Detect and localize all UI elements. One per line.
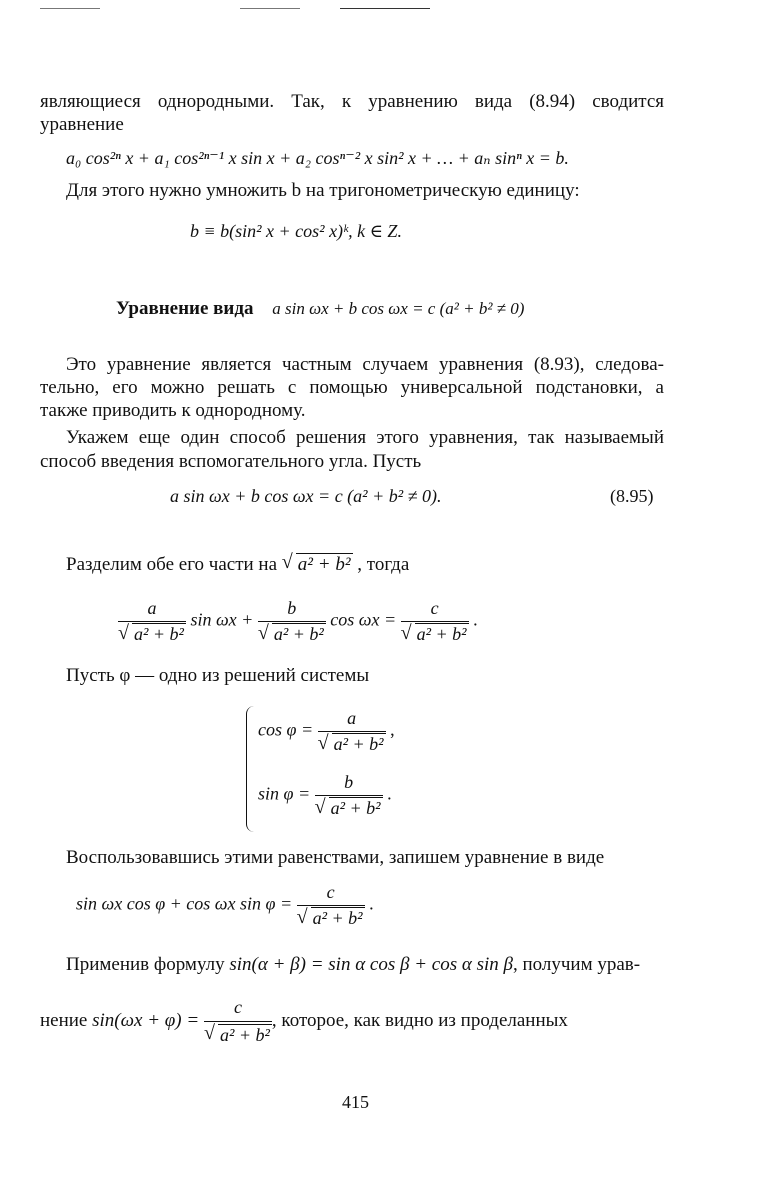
scan-artifact-line — [340, 8, 430, 9]
text-line: Укажем еще один способ решения этого уравнения, так называемый — [66, 427, 664, 448]
text-line: , тогда — [357, 554, 410, 575]
addition-formula: sin(α + β) = sin α cos β + cos α sin β — [229, 954, 513, 975]
text-line: уравнение — [40, 114, 124, 135]
section-heading-label: Уравнение вида — [116, 298, 254, 319]
result-formula: sin(ωx + φ) = — [92, 1009, 200, 1031]
apply-line: Применив формулу sin(α + β) = sin α cos β + cos α sin β, получим урав- — [66, 954, 641, 975]
text-line: тельно, его можно решать с помощью универсальной подстановки, а — [40, 377, 664, 398]
text-line: Пусть φ — одно из решений системы — [66, 665, 370, 686]
homogeneous-equation: a₀ cos²ⁿ x + a₁ cos²ⁿ⁻¹ x sin x + a₂ cosⁿ⁻² x sin² x + … + aₙ sinⁿ x = b. — [66, 148, 569, 168]
divide-line — [66, 553, 409, 576]
system-sin-phi: sin φ = b √ a² + b² . — [258, 772, 392, 819]
sqrt-a2-b2: √ a² + b² — [282, 553, 353, 576]
text-line: Разделим обе его части на — [66, 554, 278, 575]
scan-artifact-line — [40, 8, 100, 9]
section-heading-formula: a sin ωx + b cos ωx = c (a² + b² ≠ 0) — [272, 299, 525, 318]
text-line: Это уравнение является частным случаем уравнения (8.93), следова- — [66, 354, 664, 375]
combined-equation: sin ωx cos φ + cos ωx sin φ = c √ a² + b² . — [76, 882, 374, 929]
normalized-equation: a √ a² + b² sin ωx + b √ a² + b² cos ωx = c √ a² + b² . — [118, 598, 478, 645]
fraction-a: a √ a² + b² — [118, 598, 186, 645]
text-line: Воспользовавшись этими равенствами, запишем уравнение в виде — [66, 847, 605, 868]
fraction-b: b √ a² + b² — [258, 598, 326, 645]
text-line: являющиеся однородными. Так, к уравнению вида (8.94) сводится — [40, 91, 664, 112]
text-line: способ введения вспомогательного угла. Пусть — [40, 451, 422, 472]
text-line: Для этого нужно умножить b на тригонометрическую единицу: — [66, 180, 580, 201]
trig-unity-formula: b ≡ b(sin² x + cos² x)ᵏ, k ∈ Z. — [190, 221, 402, 241]
system-cos-phi: cos φ = a √ a² + b² , — [258, 708, 395, 755]
scan-artifact-line — [240, 8, 300, 9]
last-line: нение sin(ωx + φ) = c √ a² + b² , которое, как видно из проделанных — [40, 996, 568, 1047]
text-line: также приводить к однородному. — [40, 400, 306, 421]
page-number: 415 — [342, 1092, 369, 1112]
equation-8-95: a sin ωx + b cos ωx = c (a² + b² ≠ 0). — [170, 486, 442, 506]
fraction-c: c √ a² + b² — [401, 598, 469, 645]
equation-number: (8.95) — [610, 486, 654, 506]
section-heading — [116, 298, 524, 320]
system-brace — [246, 706, 257, 832]
